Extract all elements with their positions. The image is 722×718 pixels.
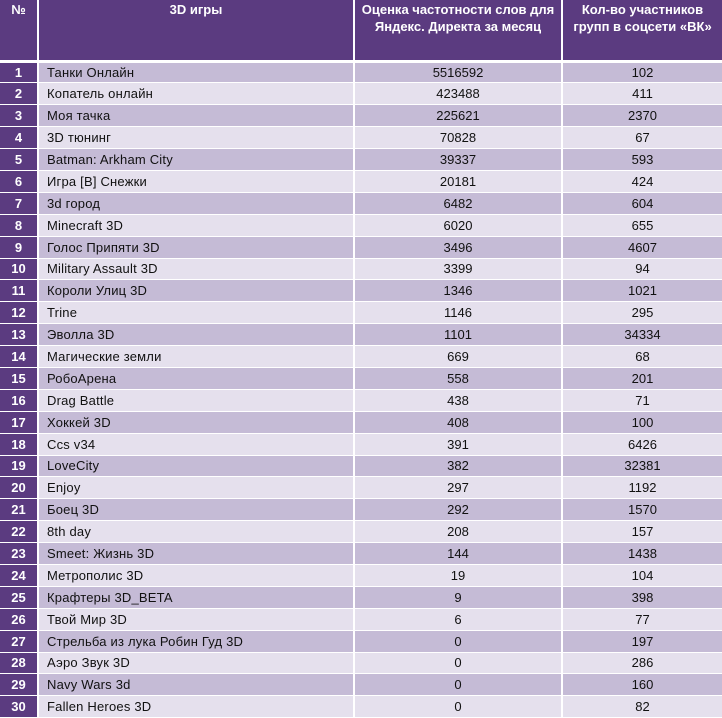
search-frequency: 3399 — [354, 258, 562, 280]
table-row — [0, 608, 722, 630]
vk-members: 100 — [562, 411, 722, 433]
row-number: 23 — [0, 543, 38, 565]
table-row — [0, 258, 722, 280]
row-number: 12 — [0, 302, 38, 324]
game-name: Магические земли — [38, 346, 354, 368]
search-frequency: 1101 — [354, 324, 562, 346]
table-row — [0, 411, 722, 433]
row-number: 2 — [0, 83, 38, 105]
row-number: 25 — [0, 586, 38, 608]
game-name: LoveCity — [38, 455, 354, 477]
table-row — [0, 543, 722, 565]
search-frequency: 20181 — [354, 170, 562, 192]
table-row — [0, 455, 722, 477]
table-row — [0, 192, 722, 214]
vk-members: 68 — [562, 346, 722, 368]
vk-members: 295 — [562, 302, 722, 324]
header-vk: Кол-во участников групп в соцсети «ВК» — [562, 0, 722, 61]
game-name: Метрополис 3D — [38, 564, 354, 586]
table-row — [0, 696, 722, 718]
row-number: 29 — [0, 674, 38, 696]
table-row — [0, 61, 722, 83]
vk-members: 604 — [562, 192, 722, 214]
game-name: Batman: Arkham City — [38, 149, 354, 171]
row-number: 16 — [0, 389, 38, 411]
vk-members: 32381 — [562, 455, 722, 477]
vk-members: 67 — [562, 127, 722, 149]
search-frequency: 408 — [354, 411, 562, 433]
vk-members: 286 — [562, 652, 722, 674]
game-name: Ccs v34 — [38, 433, 354, 455]
game-name: Игра [В] Снежки — [38, 170, 354, 192]
vk-members: 82 — [562, 696, 722, 718]
game-name: Smeet: Жизнь 3D — [38, 543, 354, 565]
row-number: 22 — [0, 521, 38, 543]
search-frequency: 208 — [354, 521, 562, 543]
row-number: 6 — [0, 170, 38, 192]
vk-members: 593 — [562, 149, 722, 171]
row-number: 10 — [0, 258, 38, 280]
header-num: № — [0, 0, 38, 61]
game-name: Trine — [38, 302, 354, 324]
row-number: 5 — [0, 149, 38, 171]
table-row — [0, 236, 722, 258]
search-frequency: 292 — [354, 499, 562, 521]
table-row — [0, 586, 722, 608]
game-name: Navy Wars 3d — [38, 674, 354, 696]
vk-members: 2370 — [562, 105, 722, 127]
row-number: 1 — [0, 61, 38, 83]
table-row — [0, 674, 722, 696]
vk-members: 104 — [562, 564, 722, 586]
table-row — [0, 280, 722, 302]
table-row — [0, 302, 722, 324]
table-row — [0, 367, 722, 389]
search-frequency: 382 — [354, 455, 562, 477]
search-frequency: 1346 — [354, 280, 562, 302]
search-frequency: 39337 — [354, 149, 562, 171]
table-row — [0, 149, 722, 171]
search-frequency: 6020 — [354, 214, 562, 236]
search-frequency: 0 — [354, 652, 562, 674]
row-number: 7 — [0, 192, 38, 214]
game-name: Короли Улиц 3D — [38, 280, 354, 302]
search-frequency: 423488 — [354, 83, 562, 105]
search-frequency: 558 — [354, 367, 562, 389]
vk-members: 1192 — [562, 477, 722, 499]
row-number: 4 — [0, 127, 38, 149]
search-frequency: 669 — [354, 346, 562, 368]
search-frequency: 0 — [354, 630, 562, 652]
row-number: 9 — [0, 236, 38, 258]
vk-members: 77 — [562, 608, 722, 630]
game-name: Minecraft 3D — [38, 214, 354, 236]
table-body — [0, 61, 722, 718]
table-row — [0, 433, 722, 455]
row-number: 3 — [0, 105, 38, 127]
row-number: 27 — [0, 630, 38, 652]
header-freq: Оценка частотности слов для Яндекс. Директа за месяц — [354, 0, 562, 61]
search-frequency: 19 — [354, 564, 562, 586]
game-name: Боец 3D — [38, 499, 354, 521]
row-number: 11 — [0, 280, 38, 302]
search-frequency: 225621 — [354, 105, 562, 127]
table-row — [0, 499, 722, 521]
game-name: Стрельба из лука Робин Гуд 3D — [38, 630, 354, 652]
game-name: РобоАрена — [38, 367, 354, 389]
search-frequency: 5516592 — [354, 61, 562, 83]
vk-members: 1570 — [562, 499, 722, 521]
table-row — [0, 83, 722, 105]
vk-members: 160 — [562, 674, 722, 696]
row-number: 21 — [0, 499, 38, 521]
vk-members: 197 — [562, 630, 722, 652]
row-number: 20 — [0, 477, 38, 499]
row-number: 24 — [0, 564, 38, 586]
game-name: Аэро Звук 3D — [38, 652, 354, 674]
row-number: 8 — [0, 214, 38, 236]
table-row — [0, 477, 722, 499]
vk-members: 1021 — [562, 280, 722, 302]
table-row — [0, 105, 722, 127]
header-name: 3D игры — [38, 0, 354, 61]
row-number: 14 — [0, 346, 38, 368]
game-name: Моя тачка — [38, 105, 354, 127]
vk-members: 34334 — [562, 324, 722, 346]
game-name: Твой Мир 3D — [38, 608, 354, 630]
row-number: 19 — [0, 455, 38, 477]
row-number: 13 — [0, 324, 38, 346]
game-name: Эволла 3D — [38, 324, 354, 346]
vk-members: 411 — [562, 83, 722, 105]
vk-members: 6426 — [562, 433, 722, 455]
game-name: Fallen Heroes 3D — [38, 696, 354, 718]
search-frequency: 391 — [354, 433, 562, 455]
vk-members: 157 — [562, 521, 722, 543]
vk-members: 201 — [562, 367, 722, 389]
row-number: 17 — [0, 411, 38, 433]
row-number: 30 — [0, 696, 38, 718]
vk-members: 4607 — [562, 236, 722, 258]
search-frequency: 144 — [354, 543, 562, 565]
table-row — [0, 652, 722, 674]
game-name: Танки Онлайн — [38, 61, 354, 83]
game-name: Хоккей 3D — [38, 411, 354, 433]
search-frequency: 70828 — [354, 127, 562, 149]
table-row — [0, 564, 722, 586]
vk-members: 71 — [562, 389, 722, 411]
table-row — [0, 214, 722, 236]
game-name: 8th day — [38, 521, 354, 543]
search-frequency: 297 — [354, 477, 562, 499]
game-name: Копатель онлайн — [38, 83, 354, 105]
search-frequency: 438 — [354, 389, 562, 411]
game-name: Drag Battle — [38, 389, 354, 411]
search-frequency: 9 — [354, 586, 562, 608]
table-row — [0, 346, 722, 368]
vk-members: 1438 — [562, 543, 722, 565]
game-name: Крафтеры 3D_BETA — [38, 586, 354, 608]
table-row — [0, 630, 722, 652]
game-name: Military Assault 3D — [38, 258, 354, 280]
table-row — [0, 170, 722, 192]
table-header — [0, 0, 722, 61]
vk-members: 398 — [562, 586, 722, 608]
search-frequency: 1146 — [354, 302, 562, 324]
row-number: 18 — [0, 433, 38, 455]
vk-members: 94 — [562, 258, 722, 280]
header-row — [0, 0, 722, 61]
table-row — [0, 389, 722, 411]
search-frequency: 6 — [354, 608, 562, 630]
search-frequency: 3496 — [354, 236, 562, 258]
row-number: 26 — [0, 608, 38, 630]
row-number: 15 — [0, 367, 38, 389]
search-frequency: 0 — [354, 674, 562, 696]
vk-members: 424 — [562, 170, 722, 192]
table-row — [0, 127, 722, 149]
search-frequency: 0 — [354, 696, 562, 718]
vk-members: 655 — [562, 214, 722, 236]
game-name: Голос Припяти 3D — [38, 236, 354, 258]
row-number: 28 — [0, 652, 38, 674]
search-frequency: 6482 — [354, 192, 562, 214]
game-name: Enjoy — [38, 477, 354, 499]
table-row — [0, 324, 722, 346]
game-name: 3D тюнинг — [38, 127, 354, 149]
table-row — [0, 521, 722, 543]
game-name: 3d город — [38, 192, 354, 214]
vk-members: 102 — [562, 61, 722, 83]
